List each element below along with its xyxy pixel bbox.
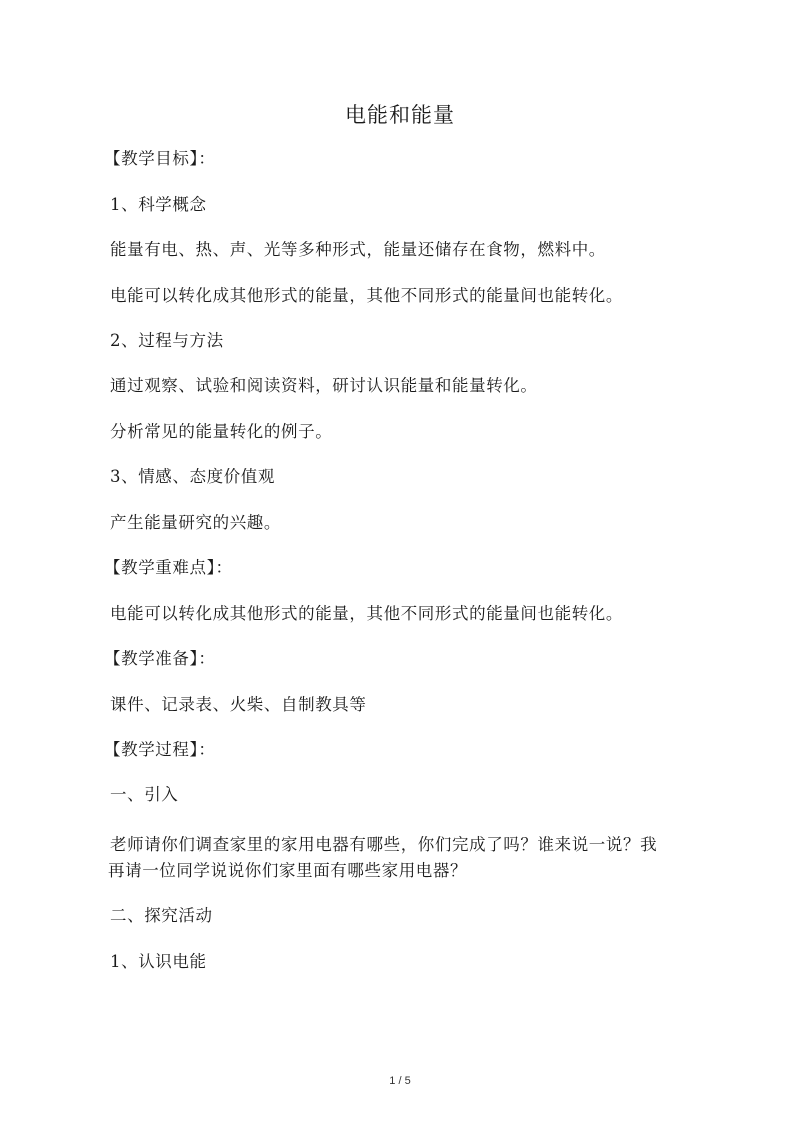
subheading-emotions-values: 3、情感、态度价值观 (110, 467, 275, 486)
text-line: 电能可以转化成其他形式的能量，其他不同形式的能量间也能转化。 (110, 604, 623, 623)
subheading-inquiry-activity: 二、探究活动 (110, 906, 213, 925)
paragraph-line: 再请一位同学说说你们家里面有哪些家用电器？ (108, 861, 468, 880)
paragraph-introduction (110, 832, 680, 884)
subheading-introduction: 一、引入 (110, 785, 179, 804)
heading-teaching-goals: 【教学目标】： (104, 149, 216, 168)
subheading-know-electric-energy: 1、认识电能 (110, 952, 207, 971)
document-title: 电能和能量 (345, 103, 455, 127)
text-line: 产生能量研究的兴趣。 (110, 513, 281, 532)
text-line: 课件、记录表、火柴、自制教具等 (110, 695, 367, 714)
subheading-process-methods: 2、过程与方法 (110, 331, 224, 350)
heading-teaching-preparation: 【教学准备】： (104, 649, 216, 668)
text-line: 分析常见的能量转化的例子。 (110, 422, 333, 441)
text-line: 电能可以转化成其他形式的能量，其他不同形式的能量间也能转化。 (110, 286, 623, 305)
heading-key-difficulties: 【教学重难点】： (104, 558, 233, 577)
page-number: 1 / 5 (389, 1075, 411, 1087)
paragraph-line: 老师请你们调查家里的家用电器有哪些，你们完成了吗？谁来说一说？我 (110, 835, 658, 854)
subheading-science-concepts: 1、科学概念 (110, 195, 207, 214)
text-line: 能量有电、热、声、光等多种形式，能量还储存在食物，燃料中。 (110, 240, 606, 259)
heading-teaching-process: 【教学过程】： (104, 740, 216, 759)
text-line: 通过观察、试验和阅读资料，研讨认识能量和能量转化。 (110, 376, 538, 395)
